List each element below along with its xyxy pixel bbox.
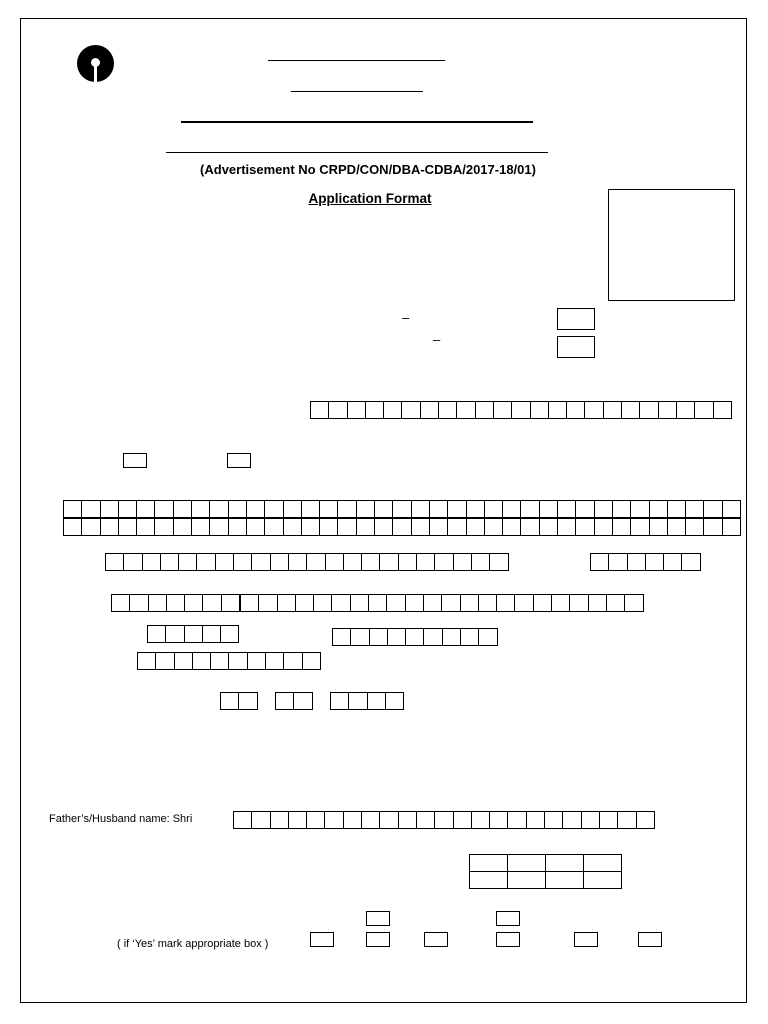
char-cell[interactable] <box>380 811 398 829</box>
char-cell[interactable] <box>677 401 695 419</box>
name-cells-row-1[interactable] <box>63 500 741 518</box>
char-cell[interactable] <box>320 518 338 536</box>
char-cell[interactable] <box>185 594 203 612</box>
header-line-2 <box>291 91 423 92</box>
char-cell[interactable] <box>64 500 82 518</box>
char-cell[interactable] <box>167 594 185 612</box>
char-cell[interactable] <box>222 594 240 612</box>
char-cell[interactable] <box>576 500 594 518</box>
char-cell[interactable] <box>314 594 332 612</box>
char-cell[interactable] <box>388 628 406 646</box>
char-cell[interactable] <box>448 500 466 518</box>
char-cell[interactable] <box>485 500 503 518</box>
char-cell[interactable] <box>527 811 545 829</box>
char-cell[interactable] <box>485 518 503 536</box>
char-cell[interactable] <box>714 401 732 419</box>
char-cell[interactable] <box>650 500 668 518</box>
char-cell[interactable] <box>625 594 643 612</box>
field-cells-f[interactable] <box>332 628 498 646</box>
char-cell[interactable] <box>266 652 284 670</box>
char-cell[interactable] <box>221 625 239 643</box>
char-cell[interactable] <box>604 401 622 419</box>
char-cell[interactable] <box>265 500 283 518</box>
char-cell[interactable] <box>307 553 325 571</box>
char-cell[interactable] <box>384 401 402 419</box>
if-yes-note: ( if ‘Yes’ mark appropriate box ) <box>117 938 269 950</box>
post-code-cells[interactable] <box>310 401 732 419</box>
char-cell[interactable] <box>686 518 704 536</box>
char-cell[interactable] <box>362 553 380 571</box>
checkbox-1[interactable] <box>123 453 147 468</box>
char-cell[interactable] <box>193 652 211 670</box>
char-cell[interactable] <box>289 553 307 571</box>
char-cell[interactable] <box>435 553 453 571</box>
page-title: Application Format <box>308 191 432 206</box>
char-cell[interactable] <box>216 553 234 571</box>
char-cell[interactable] <box>512 401 530 419</box>
char-cell[interactable] <box>442 594 460 612</box>
char-cell[interactable] <box>467 500 485 518</box>
char-cell[interactable] <box>197 553 215 571</box>
char-cell[interactable] <box>296 594 314 612</box>
dash-2: – <box>433 332 441 347</box>
char-cell[interactable] <box>457 401 475 419</box>
char-cell[interactable] <box>344 811 362 829</box>
char-cell[interactable] <box>540 518 558 536</box>
char-cell[interactable] <box>101 500 119 518</box>
char-cell[interactable] <box>589 594 607 612</box>
char-cell[interactable] <box>137 500 155 518</box>
char-cell[interactable] <box>567 401 585 419</box>
char-cell[interactable] <box>412 518 430 536</box>
char-cell[interactable] <box>531 401 549 419</box>
char-cell[interactable] <box>585 401 603 419</box>
char-cell[interactable] <box>332 594 350 612</box>
char-cell[interactable] <box>329 401 347 419</box>
char-cell[interactable] <box>595 518 613 536</box>
checkbox-3[interactable] <box>366 911 390 926</box>
char-cell[interactable] <box>375 518 393 536</box>
field-cells-e[interactable] <box>147 625 239 643</box>
bank-logo-icon <box>77 45 114 82</box>
char-cell[interactable] <box>211 652 229 670</box>
char-cell[interactable] <box>351 628 369 646</box>
photo-box[interactable] <box>608 189 735 301</box>
char-cell[interactable] <box>248 652 266 670</box>
char-cell[interactable] <box>387 594 405 612</box>
char-cell[interactable] <box>229 500 247 518</box>
char-cell[interactable] <box>210 500 228 518</box>
char-cell[interactable] <box>271 553 289 571</box>
char-cell[interactable] <box>521 518 539 536</box>
char-cell[interactable] <box>357 518 375 536</box>
grid-table[interactable] <box>469 854 622 889</box>
field-cells-g[interactable] <box>137 652 321 670</box>
char-cell[interactable] <box>130 594 148 612</box>
checkbox-2[interactable] <box>227 453 251 468</box>
char-cell[interactable] <box>558 500 576 518</box>
char-cell[interactable] <box>294 692 312 710</box>
father-husband-cells[interactable] <box>233 811 655 829</box>
char-cell[interactable] <box>174 518 192 536</box>
char-cell[interactable] <box>369 594 387 612</box>
char-cell[interactable] <box>406 628 424 646</box>
father-husband-label: Father’s/Husband name: Shri <box>49 813 193 825</box>
char-cell[interactable] <box>631 518 649 536</box>
char-cell[interactable] <box>351 594 369 612</box>
char-cell[interactable] <box>221 692 239 710</box>
char-cell[interactable] <box>650 518 668 536</box>
char-cell[interactable] <box>472 553 490 571</box>
char-cell[interactable] <box>284 500 302 518</box>
char-cell[interactable] <box>439 401 457 419</box>
char-cell[interactable] <box>166 625 184 643</box>
char-cell[interactable] <box>185 625 203 643</box>
char-cell[interactable] <box>348 401 366 419</box>
char-cell[interactable] <box>265 518 283 536</box>
char-cell[interactable] <box>259 594 277 612</box>
char-cell[interactable] <box>417 811 435 829</box>
char-cell[interactable] <box>618 811 636 829</box>
char-cell[interactable] <box>210 518 228 536</box>
char-cell[interactable] <box>591 553 609 571</box>
char-cell[interactable] <box>284 652 302 670</box>
char-cell[interactable] <box>137 518 155 536</box>
char-cell[interactable] <box>637 811 655 829</box>
char-cell[interactable] <box>252 553 270 571</box>
char-cell[interactable] <box>229 518 247 536</box>
char-cell[interactable] <box>370 628 388 646</box>
char-cell[interactable] <box>664 553 682 571</box>
char-cell[interactable] <box>490 553 508 571</box>
char-cell[interactable] <box>119 518 137 536</box>
char-cell[interactable] <box>399 553 417 571</box>
checkbox-8[interactable] <box>496 932 520 947</box>
char-cell[interactable] <box>503 500 521 518</box>
char-cell[interactable] <box>155 518 173 536</box>
char-cell[interactable] <box>192 500 210 518</box>
char-cell[interactable] <box>668 500 686 518</box>
char-cell[interactable] <box>479 628 497 646</box>
char-cell[interactable] <box>402 401 420 419</box>
char-cell[interactable] <box>289 811 307 829</box>
small-box-1[interactable] <box>557 308 595 330</box>
char-cell[interactable] <box>631 500 649 518</box>
char-cell[interactable] <box>582 811 600 829</box>
char-cell[interactable] <box>325 811 343 829</box>
char-cell[interactable] <box>203 625 221 643</box>
char-cell[interactable] <box>333 628 351 646</box>
char-cell[interactable] <box>563 811 581 829</box>
char-cell[interactable] <box>302 518 320 536</box>
char-cell[interactable] <box>515 594 533 612</box>
char-cell[interactable] <box>362 811 380 829</box>
char-cell[interactable] <box>421 401 439 419</box>
char-cell[interactable] <box>148 625 166 643</box>
char-cell[interactable] <box>497 594 515 612</box>
char-cell[interactable] <box>435 811 453 829</box>
small-box-2[interactable] <box>557 336 595 358</box>
char-cell[interactable] <box>366 401 384 419</box>
char-cell[interactable] <box>723 500 741 518</box>
header-line-4 <box>166 152 548 153</box>
char-cell[interactable] <box>303 652 321 670</box>
char-cell[interactable] <box>338 500 356 518</box>
char-cell[interactable] <box>349 692 367 710</box>
char-cell[interactable] <box>307 811 325 829</box>
checkbox-4[interactable] <box>496 911 520 926</box>
char-cell[interactable] <box>284 518 302 536</box>
dash-1: – <box>402 310 410 325</box>
char-cell[interactable] <box>659 401 677 419</box>
char-cell[interactable] <box>646 553 664 571</box>
char-cell[interactable] <box>203 594 221 612</box>
char-cell[interactable] <box>143 553 161 571</box>
char-cell[interactable] <box>490 811 508 829</box>
char-cell[interactable] <box>119 500 137 518</box>
char-cell[interactable] <box>239 692 257 710</box>
char-cell[interactable] <box>479 594 497 612</box>
char-cell[interactable] <box>241 594 259 612</box>
char-cell[interactable] <box>247 500 265 518</box>
char-cell[interactable] <box>430 518 448 536</box>
char-cell[interactable] <box>723 518 741 536</box>
char-cell[interactable] <box>609 553 627 571</box>
char-cell[interactable] <box>375 500 393 518</box>
char-cell[interactable] <box>124 553 142 571</box>
char-cell[interactable] <box>424 594 442 612</box>
dob-year-cells[interactable] <box>330 692 404 710</box>
char-cell[interactable] <box>393 518 411 536</box>
char-cell[interactable] <box>628 553 646 571</box>
char-cell[interactable] <box>247 518 265 536</box>
char-cell[interactable] <box>534 594 552 612</box>
char-cell[interactable] <box>278 594 296 612</box>
char-cell[interactable] <box>430 500 448 518</box>
char-cell[interactable] <box>138 652 156 670</box>
char-cell[interactable] <box>229 652 247 670</box>
char-cell[interactable] <box>443 628 461 646</box>
char-cell[interactable] <box>82 500 100 518</box>
char-cell[interactable] <box>508 811 526 829</box>
char-cell[interactable] <box>467 518 485 536</box>
char-cell[interactable] <box>412 500 430 518</box>
char-cell[interactable] <box>380 553 398 571</box>
header-line-3 <box>181 121 533 123</box>
char-cell[interactable] <box>234 553 252 571</box>
checkbox-6[interactable] <box>366 932 390 947</box>
char-cell[interactable] <box>338 518 356 536</box>
name-cells-row-2[interactable] <box>63 518 741 536</box>
char-cell[interactable] <box>576 518 594 536</box>
char-cell[interactable] <box>192 518 210 536</box>
checkbox-5[interactable] <box>310 932 334 947</box>
char-cell[interactable] <box>357 500 375 518</box>
field-cells-c[interactable] <box>111 594 240 612</box>
char-cell[interactable] <box>704 500 722 518</box>
char-cell[interactable] <box>326 553 344 571</box>
char-cell[interactable] <box>461 628 479 646</box>
char-cell[interactable] <box>558 518 576 536</box>
char-cell[interactable] <box>179 553 197 571</box>
char-cell[interactable] <box>682 553 700 571</box>
char-cell[interactable] <box>668 518 686 536</box>
char-cell[interactable] <box>570 594 588 612</box>
char-cell[interactable] <box>424 628 442 646</box>
char-cell[interactable] <box>234 811 252 829</box>
char-cell[interactable] <box>399 811 417 829</box>
char-cell[interactable] <box>174 500 192 518</box>
char-cell[interactable] <box>82 518 100 536</box>
dob-month-cells[interactable] <box>275 692 313 710</box>
char-cell[interactable] <box>540 500 558 518</box>
field-cells-b[interactable] <box>590 553 701 571</box>
char-cell[interactable] <box>112 594 130 612</box>
char-cell[interactable] <box>311 401 329 419</box>
char-cell[interactable] <box>472 811 490 829</box>
checkbox-10[interactable] <box>638 932 662 947</box>
char-cell[interactable] <box>175 652 193 670</box>
char-cell[interactable] <box>302 500 320 518</box>
char-cell[interactable] <box>406 594 424 612</box>
char-cell[interactable] <box>640 401 658 419</box>
char-cell[interactable] <box>393 500 411 518</box>
char-cell[interactable] <box>101 518 119 536</box>
char-cell[interactable] <box>386 692 404 710</box>
char-cell[interactable] <box>476 401 494 419</box>
char-cell[interactable] <box>344 553 362 571</box>
char-cell[interactable] <box>454 811 472 829</box>
char-cell[interactable] <box>622 401 640 419</box>
char-cell[interactable] <box>613 500 631 518</box>
field-cells-d[interactable] <box>240 594 644 612</box>
checkbox-9[interactable] <box>574 932 598 947</box>
char-cell[interactable] <box>704 518 722 536</box>
char-cell[interactable] <box>271 811 289 829</box>
char-cell[interactable] <box>552 594 570 612</box>
char-cell[interactable] <box>686 500 704 518</box>
char-cell[interactable] <box>613 518 631 536</box>
char-cell[interactable] <box>161 553 179 571</box>
char-cell[interactable] <box>64 518 82 536</box>
char-cell[interactable] <box>549 401 567 419</box>
char-cell[interactable] <box>521 500 539 518</box>
header-line-1 <box>268 60 445 61</box>
char-cell[interactable] <box>695 401 713 419</box>
char-cell[interactable] <box>156 652 174 670</box>
char-cell[interactable] <box>149 594 167 612</box>
char-cell[interactable] <box>595 500 613 518</box>
char-cell[interactable] <box>461 594 479 612</box>
advertisement-number: (Advertisement No CRPD/CON/DBA-CDBA/2017-18/01) <box>200 162 536 177</box>
char-cell[interactable] <box>494 401 512 419</box>
char-cell[interactable] <box>417 553 435 571</box>
char-cell[interactable] <box>545 811 563 829</box>
char-cell[interactable] <box>276 692 294 710</box>
char-cell[interactable] <box>503 518 521 536</box>
char-cell[interactable] <box>331 692 349 710</box>
checkbox-7[interactable] <box>424 932 448 947</box>
char-cell[interactable] <box>454 553 472 571</box>
char-cell[interactable] <box>600 811 618 829</box>
char-cell[interactable] <box>607 594 625 612</box>
char-cell[interactable] <box>106 553 124 571</box>
char-cell[interactable] <box>252 811 270 829</box>
char-cell[interactable] <box>155 500 173 518</box>
char-cell[interactable] <box>320 500 338 518</box>
char-cell[interactable] <box>368 692 386 710</box>
dob-day-cells[interactable] <box>220 692 258 710</box>
field-cells-a[interactable] <box>105 553 509 571</box>
char-cell[interactable] <box>448 518 466 536</box>
